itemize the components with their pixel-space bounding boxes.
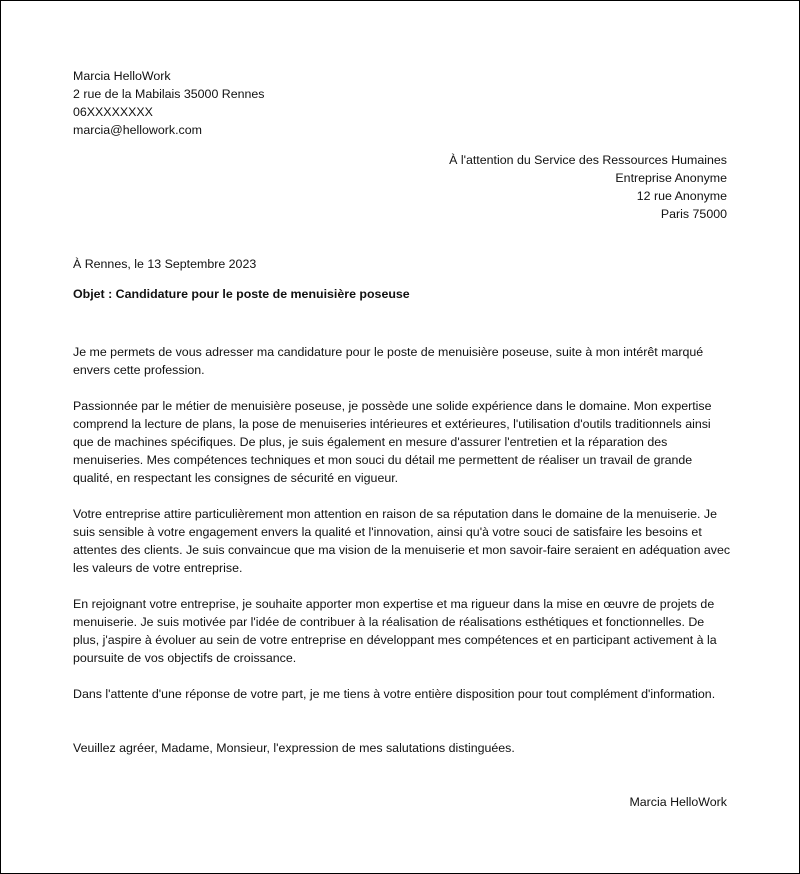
date-line: À Rennes, le 13 Septembre 2023 bbox=[73, 257, 257, 271]
paragraph-text: En rejoignant votre entreprise, je souhaite apporter mon expertise et ma rigueur dans la mise en œuvre de projets de menuiserie. Je suis motivée par l'idée de contribuer à la réalisation de réalisations esthétiques et fonctionnelles. De plus, j'aspire à évoluer au sein de votre entreprise en développant mes compétences et en participant activement à la poursuite de vos objectifs de croissance. bbox=[73, 597, 717, 665]
paragraph-text: Votre entreprise attire particulièrement mon attention en raison de sa réputation dans le domaine de la menuiserie. Je suis sensible à votre engagement envers la qualité et l'innovation, ainsi qu'à votre souci de satisfaire les besoins et attentes des clients. Je suis convaincue que ma vision de la menuiserie et mon savoir-faire seraient en adéquation avec les valeurs de votre entreprise. bbox=[73, 507, 731, 575]
sender-block bbox=[73, 67, 265, 139]
recipient-city: Paris 75000 bbox=[660, 207, 727, 221]
paragraph-experience bbox=[73, 397, 733, 487]
paragraph-intro bbox=[73, 343, 733, 379]
paragraph-motivation bbox=[73, 595, 733, 667]
recipient-block bbox=[449, 151, 727, 223]
paragraph-text: Veuillez agréer, Madame, Monsieur, l'expression de mes salutations distinguées. bbox=[73, 741, 515, 755]
subject-line: Objet : Candidature pour le poste de menuisière poseuse bbox=[73, 287, 410, 301]
sender-name: Marcia HelloWork bbox=[73, 69, 171, 83]
recipient-street: 12 rue Anonyme bbox=[636, 189, 727, 203]
sender-email: marcia@hellowork.com bbox=[73, 123, 202, 137]
paragraph-text: Dans l'attente d'une réponse de votre part, je me tiens à votre entière disposition pour tout complément d'information. bbox=[73, 687, 716, 701]
paragraph-company bbox=[73, 505, 733, 577]
recipient-company: Entreprise Anonyme bbox=[615, 171, 727, 185]
sender-phone: 06XXXXXXXX bbox=[73, 105, 153, 119]
sender-address: 2 rue de la Mabilais 35000 Rennes bbox=[73, 87, 265, 101]
paragraph-text: Je me permets de vous adresser ma candidature pour le poste de menuisière poseuse, suite à mon intérêt marqué envers cette profession. bbox=[73, 345, 704, 377]
recipient-attention: À l'attention du Service des Ressources Humaines bbox=[449, 153, 727, 167]
paragraph-text: Passionnée par le métier de menuisière poseuse, je possède une solide expérience dans le domaine. Mon expertise comprend la lecture de plans, la pose de menuiseries intérieures et extérieures, l'utilisation d'outils traditionnels ainsi que de machines spécifiques. De plus, je suis également en mesure d'assurer l'entretien et la réparation des menuiseries. Mes compétences techniques et mon souci du détail me permettent de réaliser un travail de grande qualité, en respectant les consignes de sécurité en vigueur. bbox=[73, 399, 712, 485]
signature: Marcia HelloWork bbox=[629, 795, 727, 809]
paragraph-availability bbox=[73, 685, 733, 703]
paragraph-closing bbox=[73, 739, 733, 757]
